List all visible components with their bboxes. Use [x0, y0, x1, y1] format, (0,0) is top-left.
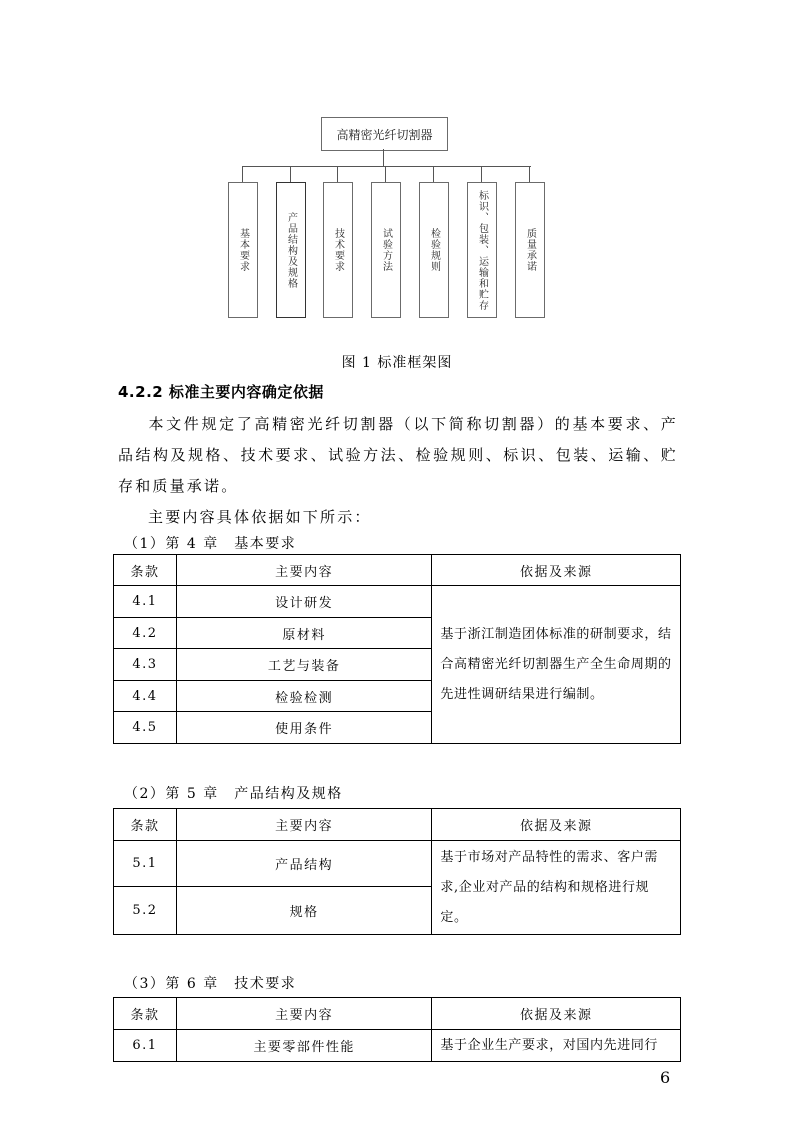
diagram-child-node	[515, 182, 545, 318]
diagram-connector	[529, 166, 530, 182]
content-cell: 规格	[176, 887, 432, 935]
diagram-child-node	[228, 182, 258, 318]
page-number: 6	[660, 1068, 671, 1087]
clause-cell: 4.4	[114, 681, 177, 712]
header-basis: 依据及来源	[432, 998, 681, 1030]
diagram-child-label: 基本要求	[237, 228, 249, 272]
content-cell: 使用条件	[176, 712, 432, 744]
header-clause: 条款	[114, 555, 177, 586]
diagram-child-label: 检验规则	[428, 228, 440, 272]
diagram-child-node	[467, 182, 497, 318]
body-paragraph-1	[118, 409, 678, 502]
diagram-connector	[290, 166, 291, 182]
body-paragraph-2	[118, 502, 678, 533]
diagram-child-label: 质量承诺	[524, 228, 536, 272]
header-content: 主要内容	[176, 555, 432, 586]
header-basis: 依据及来源	[432, 555, 681, 586]
table3-title: （3）第 6 章 技术要求	[124, 976, 297, 992]
table1-title: （1）第 4 章 基本要求	[124, 536, 297, 552]
content-cell: 设计研发	[176, 586, 432, 618]
section-heading: 4.2.2 标准主要内容确定依据	[118, 383, 324, 401]
basis-cell: 基于浙江制造团体标准的研制要求，结合高精密光纤切割器生产全生命周期的先进性调研结果进行编制。	[432, 586, 681, 744]
header-clause: 条款	[114, 809, 177, 841]
content-cell: 主要零部件性能	[176, 1030, 432, 1062]
table2-title: （2）第 5 章 产品结构及规格	[124, 786, 343, 802]
diagram-child-label: 技术要求	[332, 228, 344, 272]
header-content: 主要内容	[176, 998, 432, 1030]
clause-cell: 4.2	[114, 618, 177, 649]
paragraph-2-text: 主要内容具体依据如下所示：	[148, 508, 372, 526]
header-content: 主要内容	[176, 809, 432, 841]
clause-cell: 4.1	[114, 586, 177, 618]
diagram-connector	[481, 166, 482, 182]
table-product-structure	[113, 808, 681, 935]
diagram-child-label: 试验方法	[380, 228, 392, 272]
diagram-child-node	[323, 182, 353, 318]
basis-cell: 基于市场对产品特性的需求、客户需求,企业对产品的结构和规格进行规定。	[432, 841, 681, 935]
diagram-child-label: 产品结构及规格	[285, 211, 297, 289]
diagram-connector	[433, 166, 434, 182]
header-clause: 条款	[114, 998, 177, 1030]
diagram-connector	[385, 166, 386, 182]
clause-cell: 4.5	[114, 712, 177, 744]
diagram-connector	[242, 166, 243, 182]
diagram-child-node	[419, 182, 449, 318]
clause-cell: 4.3	[114, 649, 177, 681]
figure-caption: 图 1 标准框架图	[341, 355, 453, 371]
content-cell: 检验检测	[176, 681, 432, 712]
content-cell: 产品结构	[176, 841, 432, 887]
clause-cell: 5.1	[114, 841, 177, 887]
diagram-child-node	[371, 182, 401, 318]
clause-cell: 5.2	[114, 887, 177, 935]
diagram-child-label: 标识、包装、运输和贮存	[476, 189, 488, 311]
diagram-root-connector	[383, 149, 384, 166]
diagram-bus-line	[242, 166, 531, 167]
diagram-child-node	[276, 182, 306, 318]
paragraph-1-text: 本文件规定了高精密光纤切割器（以下简称切割器）的基本要求、产品结构及规格、技术要求、试验方法、检验规则、标识、包装、运输、贮存和质量承诺。	[118, 415, 678, 495]
diagram-connector	[337, 166, 338, 182]
diagram-root-node: 高精密光纤切割器	[321, 117, 448, 151]
table-technical-requirements	[113, 997, 681, 1062]
basis-cell: 基于企业生产要求，对国内先进同行	[432, 1030, 681, 1062]
clause-cell: 6.1	[114, 1030, 177, 1062]
header-basis: 依据及来源	[432, 809, 681, 841]
content-cell: 工艺与装备	[176, 649, 432, 681]
content-cell: 原材料	[176, 618, 432, 649]
table-basic-requirements	[113, 554, 681, 744]
